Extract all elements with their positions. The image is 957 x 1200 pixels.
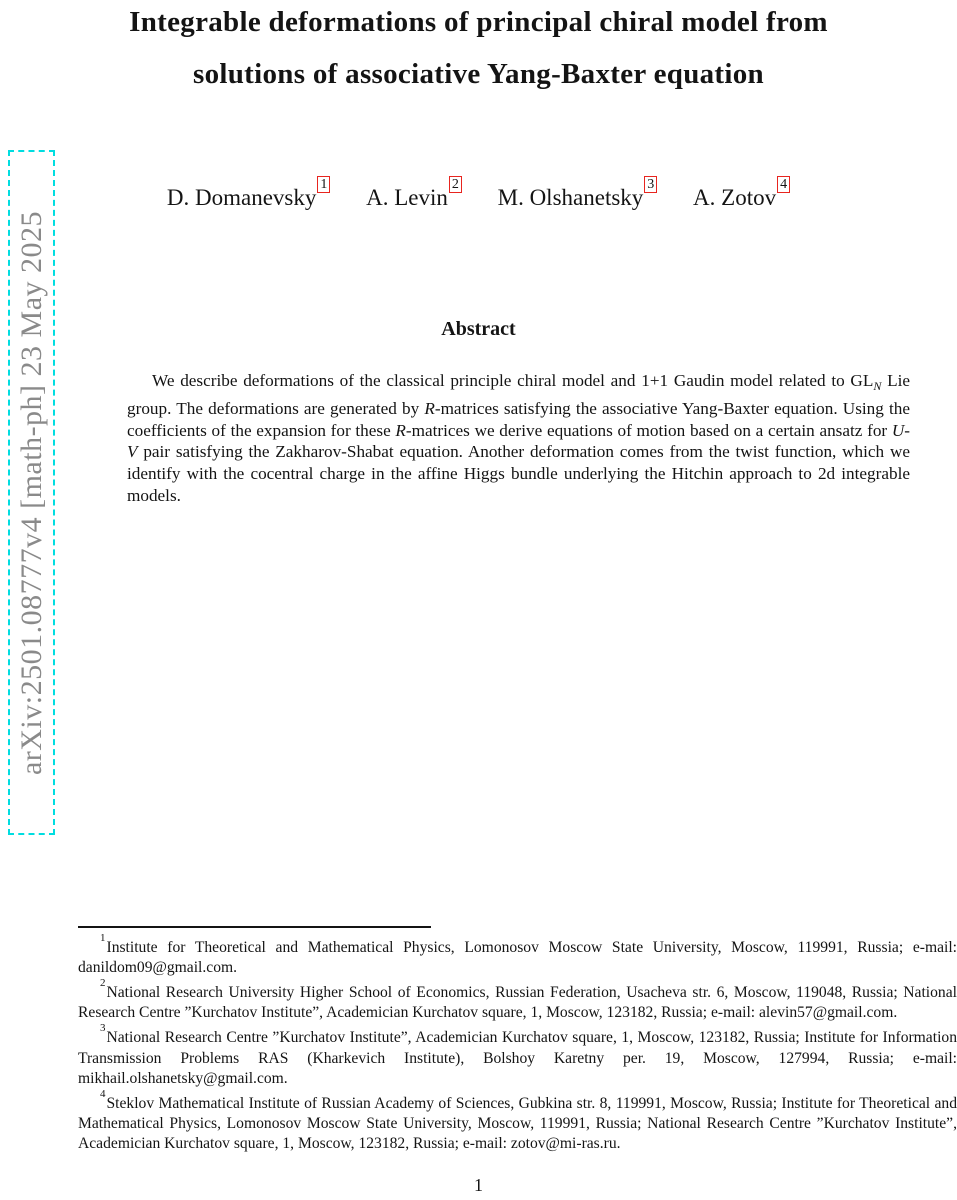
footnote-4: [78, 1089, 957, 1154]
footnote-3-marker: 3: [100, 1022, 106, 1035]
arxiv-id-link[interactable]: arXiv:2501.08777v4 [math-ph] 23 May 2025: [14, 210, 48, 775]
authors-line: [0, 177, 957, 211]
footnote-4-text: Steklov Mathematical Institute of Russian Academy of Sciences, Gubkina str. 8, 119991, Moscow, Russia; Institute for Theoretical and Mathematical Physics, Lomonosov Moscow State University, Moscow, 119991, Russia; National Research Centre ”Kurchatov Institute”, Academician Kurchatov square, 1, Moscow, 123182, Russia; e-mail: zotov@mi-ras.ru.: [78, 1094, 957, 1152]
author-4: [693, 177, 790, 210]
author-3-footnote-ref[interactable]: 3: [644, 176, 657, 193]
footnote-3: [78, 1023, 957, 1088]
abstract-text: We describe deformations of the classical principle chiral model and 1+1 Gaudin model related to $GL_N$ Lie group. The deformations are generated by R-matrices satisfying the associative Yang-Baxter equation. Using the coefficients of the expansion for these R-matrices we derive equations of motion based on a certain ansatz for U-V pair satisfying the Zakharov-Shabat equation. Another deformation comes from the twist function, which we identify with the cocentral charge in the affine Higgs bundle underlying the Hitchin approach to 2d integrable models.: [127, 371, 911, 505]
footnote-3-text: National Research Centre ”Kurchatov Institute”, Academician Kurchatov square, 1, Moscow, 123182, Russia; Institute for Information Transmission Problems RAS (Kharkevich Institute), Bolshoy Karetny per. 19, Moscow, 127994, Russia; e-mail: mikhail.olshanetsky@gmail.com.: [78, 1029, 957, 1087]
author-1-footnote-ref[interactable]: 1: [317, 176, 330, 193]
footnote-1-marker: 1: [100, 932, 106, 944]
footnote-1: [78, 933, 957, 978]
footnote-rule: [78, 926, 431, 928]
abstract-heading: Abstract: [441, 318, 516, 340]
footnote-2-marker: 2: [100, 977, 106, 990]
author-3: [497, 177, 658, 210]
paper-title: [0, 0, 957, 100]
author-3-name: M. Olshanetsky: [497, 184, 644, 210]
author-4-name: A. Zotov: [693, 184, 777, 210]
author-4-footnote-ref[interactable]: 4: [777, 176, 790, 193]
footnote-2-text: National Research University Higher School of Economics, Russian Federation, Usacheva str. 6, Moscow, 119048, Russia; National Research Centre ”Kurchatov Institute”, Academician Kurchatov square, 1, Moscow, 123182, Russia; e-mail: alevin57@gmail.com.: [78, 984, 957, 1022]
author-2: [366, 177, 462, 210]
paper-title-line-1: Integrable deformations of principal chiral model from: [129, 6, 828, 38]
footnote-4-marker: 4: [100, 1087, 106, 1100]
author-2-name: A. Levin: [366, 184, 448, 210]
paper-title-line-2: solutions of associative Yang-Baxter equation: [193, 58, 764, 90]
footnote-1-text: Institute for Theoretical and Mathematical Physics, Lomonosov Moscow State University, Moscow, 119991, Russia; e-mail: danildom09@gmail.com.: [78, 939, 957, 977]
author-1: [166, 177, 330, 210]
footnote-2: [78, 978, 957, 1023]
footnotes-section: [78, 933, 957, 1154]
author-1-name: D. Domanevsky: [166, 184, 317, 210]
arxiv-stamp: [8, 150, 55, 835]
page-number: 1: [474, 1175, 483, 1195]
author-2-footnote-ref[interactable]: 2: [449, 176, 462, 193]
